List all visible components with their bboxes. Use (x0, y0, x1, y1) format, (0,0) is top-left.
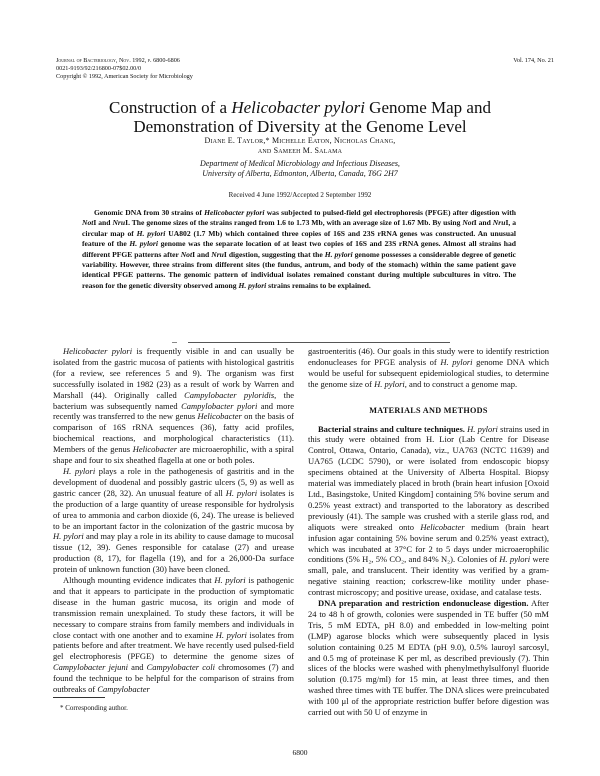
text-run: Although mounting evidence indicates that (63, 575, 215, 586)
italic-text: Not (462, 218, 474, 228)
issn-line: 0021-9193/92/216800-07$02.00/0 (56, 65, 142, 72)
italic-text: Not (180, 249, 193, 259)
abstract (82, 208, 516, 291)
right-column (308, 346, 549, 718)
author-list (0, 136, 600, 156)
text-run: isolates from patients before and after treatment. We have recently used pulsed-field gel electrophoresis (PFGE) to determine the genome sizes of (53, 629, 294, 662)
italic-text: Campylobacter pylori (181, 400, 258, 411)
affiliation (0, 159, 600, 178)
text-run: are microaerophilic, with a spiral shape and four to six sheathed flagella at one or both poles. (53, 444, 294, 466)
text-run: I. The genome sizes of the strains ranged from 1.6 to 1.73 Mb, with an average size of 1.67 Mb. By using (125, 218, 463, 228)
italic-text: Not (82, 218, 94, 228)
text-run: Demonstration of Diversity at the Genome Level (133, 116, 467, 136)
italic-text: H. pylori (136, 228, 166, 238)
italic-text: Campylobacter (97, 684, 150, 695)
text-run: on the basis of comparison of 16S rRNA sequences (36), fatty acid profiles, biochemical reactions, and morphological characteristics (11). Members of the genus (53, 411, 294, 455)
affiliation-line-1: Department of Medical Microbiology and Infectious Diseases, (200, 159, 400, 168)
text-run: genome possesses a considerable degree of genetic variability. However, three strains from different sites (the fundus, antrum, and body of the stomach) within the same patient gave identical PFGE patterns. The genomic pattern of individual isolates remained constant during multiple subcultures in vitro. The reason for the genetic diversity observed among (82, 249, 516, 290)
italic-text: Campylobacter pyloridis (184, 389, 275, 400)
text-run: I, a circular map of (82, 218, 517, 238)
text-run: genome was the separate location of at least two copies of 16S and 23S rRNA genes. Almost all strains had different PFGE patterns after (82, 239, 517, 259)
journal-citation: Journal of Bacteriology, Nov. 1992, p. 6800-6806 (56, 57, 180, 64)
volume-issue: Vol. 174, No. 21 (513, 57, 554, 64)
affiliation-line-2: University of Alberta, Edmonton, Alberta, Canada, T6G 2H7 (202, 168, 398, 178)
footnote: * Corresponding author. (60, 704, 128, 712)
text-run: is pathogenic and that it appears to participate in the production of symptomatic disease in the human gastric mucosa, its origin and mode of transmission remain unexplained. To study these factors, it will be necessary to compare strains from family members and individuals in close contact with one another and to examine (53, 575, 294, 640)
italic-text: H. pylori (63, 465, 96, 476)
abstract-divider (188, 342, 450, 343)
italic-text: Helicobacter pylori (63, 346, 133, 356)
text-run: and may play a role in its ability to cause damage to mucosal tissue (12, 39). Genes responsible for catalase (27) and urease production (8, 17), for flagella (19), and for a 26,000-Da surface protein of unknown function (30) have been cloned. (53, 531, 294, 575)
italic-text: H. pylori (324, 249, 353, 259)
italic-text: H. pylori (225, 487, 258, 498)
intro-paragraph (53, 575, 294, 695)
italic-text: H. pylori (499, 554, 531, 565)
text-run: chromosomes (7) and found the technique to be helpful for the comparison of strains from outbreaks of (53, 662, 294, 695)
italic-text: H. pylori (129, 239, 158, 249)
text-run: and more recently was transferred to the new genus (53, 400, 294, 422)
authors-line-1: Diane E. Taylor,* Michelle Eaton, Nicholas Chang, (204, 136, 396, 145)
text-run: is frequently visible in and can usually be isolated from the gastric mucosa of patients with histological gastritis (for a review, see references 5 and 9). The organism was first successfully isolated in 1982 (23) as a result of work by Warren and Marshall (44). Originally called (53, 346, 294, 400)
text-run: , and to construct a genome map. (404, 378, 518, 389)
italic-text: H. pylori (215, 629, 247, 640)
intro-continuation (308, 346, 549, 390)
section-heading: MATERIALS AND METHODS (369, 405, 488, 415)
text-run: Genome Map and (364, 98, 491, 117)
received-dates: Received 4 June 1992/Accepted 2 September 1992 (228, 191, 372, 199)
text-run: I digestion, suggesting that the (223, 249, 325, 259)
text-run: were small, pale, and translucent. Their identity was verified by a gram-negative staining reaction; corkscrew-like motility under phase-contrast microscopy; and positive urease, oxidase, and catalase tests. (308, 554, 549, 598)
title-line-2 (0, 118, 600, 137)
italic-text: Campylobacter jejuni (53, 662, 128, 673)
text-run: strains used in this study were obtained from H. Lior (Lab Centre for Disease Control, Ottawa, Ontario, Canada), viz., UA763 (NCTC 11639) and UA765 (LCDC 5790), or were isolated from endoscopic biopsy specimens obtained at the University of Alberta Hospital. Biopsy material was immediately placed in broth (brain heart infusion [Oxoid Ltd., Basingstoke, United Kingdom] containing 5% bovine serum and 0.25% yeast extract) and transported to the laboratory as described previously (41). The sample was crushed with a sterile glass rod, and aliquots were streaked onto (308, 423, 549, 532)
italic-text: H. pylori (374, 378, 405, 389)
italic-text: H. pylori (467, 423, 498, 434)
text-run: and (127, 662, 147, 673)
italic-text: H. pylori (238, 280, 267, 290)
article-title (0, 99, 600, 136)
text-run: After 24 to 48 h of growth, colonies were suspended in TE buffer (50 mM Tris, 5 mM EDTA, pH 8.0) and embedded in low-melting point (LMP) agarose blocks which were subsequently placed in lysis solution containing 0.25 M EDTA (pH 9.0), 0.5% lauroyl sarcosyl, and 0.5 mg of proteinase K per ml, as described previously (7). Thin slices of the blocks were washed with phenylmethylsulfonyl fluoride solution (0.175 mg/ml) for 15 min, at least three times, and then washed three times with TE buffer. The DNA slices were preincubated with 100 μl of the appropriate restriction buffer before digestion was carried out with 50 U of enzyme in (308, 598, 549, 718)
text-run: plays a role in the pathogenesis of gastritis and in the development of duodenal and possibly gastric ulcers (5, 9) as well as gastric cancer (28, 32). An unusual feature of all (53, 465, 294, 498)
journal-header (56, 57, 193, 81)
run-in-heading: Bacterial strains and culture techniques. (318, 423, 465, 434)
text-run: I and (93, 218, 113, 228)
intro-paragraph (53, 466, 294, 575)
text-run: Genomic DNA from 30 strains of (94, 208, 205, 217)
text-run: I and (192, 249, 212, 259)
italic-text: Helicobacter pylori (231, 98, 365, 117)
methods-paragraph (308, 424, 549, 599)
italic-text: Helicobacter (197, 411, 242, 422)
italic-text: Helicobacter (132, 444, 178, 455)
text-run: medium (brain heart infusion agar containing 5% bovine serum and 0.25% yeast extract), which was incubated at 37°C for 2 to 5 days under microaerophilic conditions (5% H₂, 5% CO₂, and 84% N₂). Colonies of (308, 521, 549, 565)
text-run: , the bacterium was subsequently named (53, 389, 294, 411)
divider-dash (172, 342, 177, 343)
italic-text: Nru (492, 218, 506, 228)
text-run: gastroenteritis (46). Our goals in this study were to identify restriction endonucleases for PFGE analysis of (308, 346, 549, 367)
italic-text: Nru (112, 218, 126, 228)
italic-text: H. pylori (440, 356, 473, 367)
italic-text: Helicobacter pylori (204, 208, 265, 217)
page-number: 6800 (292, 748, 308, 757)
text-run: I and (473, 218, 493, 228)
authors-line-2: and Sameeh M. Salama (257, 146, 343, 155)
title-line-1 (0, 99, 600, 118)
italic-text: Nru (211, 249, 224, 259)
italic-text: Helicobacter (420, 521, 465, 532)
text-run: genome DNA which would be useful for subsequent epidemiological studies, to determine the genome size of (308, 356, 549, 389)
footnote-rule (53, 697, 105, 698)
text-run: was subjected to pulsed-field gel electrophoresis (PFGE) after digestion with (264, 208, 516, 217)
text-run: isolates is the production of a large quantity of urease responsible for hydrolysis of urea to ammonia and carbon dioxide (6, 24). The urease is believed to be an important factor in the colonization of the gastric mucosa by (53, 487, 294, 531)
text-run: Construction of a (109, 98, 232, 117)
copyright-line: Copyright © 1992, American Society for Microbiology (56, 73, 193, 80)
left-column (53, 346, 294, 695)
italic-text: H. pylori (214, 575, 246, 586)
text-run: UA802 (1.7 Mb) which contained three copies of 16S and 23S rRNA genes was constructed. An unusual feature of the (82, 228, 516, 249)
run-in-heading: DNA preparation and restriction endonuclease digestion. (318, 598, 529, 609)
methods-paragraph (308, 598, 549, 718)
italic-text: H. pylori (53, 531, 84, 542)
intro-paragraph (53, 346, 294, 466)
italic-text: Campylobacter coli (146, 662, 215, 673)
text-run: strains remains to be explained. (266, 280, 371, 290)
